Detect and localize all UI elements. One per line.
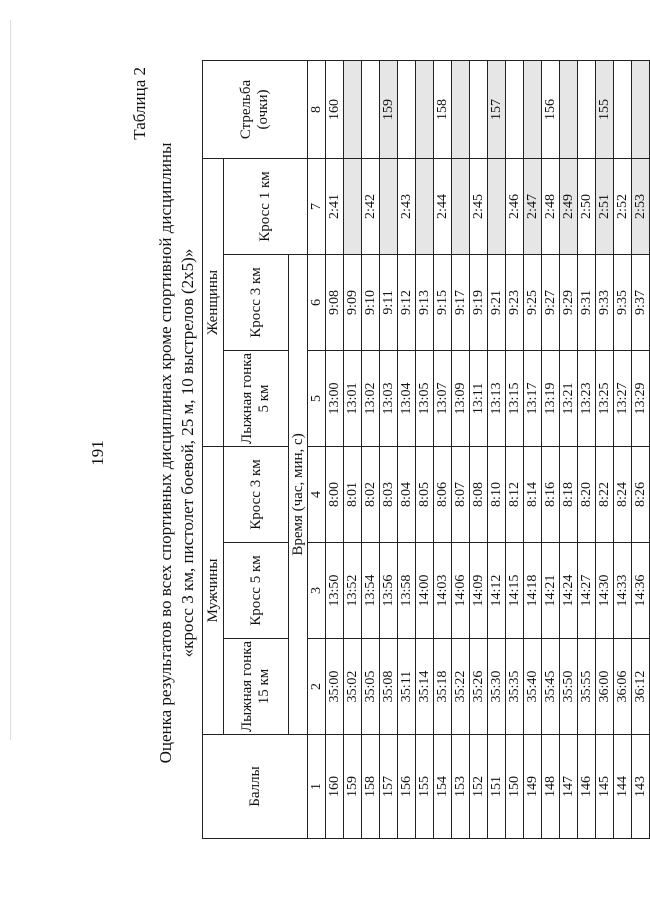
cell-men-ski-15km: 35:50 bbox=[560, 638, 578, 734]
cell-women-ski-5km: 13:05 bbox=[416, 350, 434, 446]
header-time-unit: Время (час, мин, с) bbox=[289, 254, 308, 734]
cell-women-ski-5km: 13:11 bbox=[470, 350, 488, 446]
cell-men-ski-15km: 35:00 bbox=[326, 638, 344, 734]
cell-women-ski-5km: 13:25 bbox=[596, 350, 614, 446]
cell-points: 148 bbox=[542, 734, 560, 838]
cell-women-cross-1km bbox=[488, 158, 506, 254]
cell-women-cross-1km bbox=[416, 158, 434, 254]
scan-edge-line bbox=[10, 20, 11, 740]
cell-women-ski-5km: 13:17 bbox=[524, 350, 542, 446]
header-men-cross-5km: Кросс 5 км bbox=[224, 542, 289, 638]
cell-points: 155 bbox=[416, 734, 434, 838]
column-number: 4 bbox=[308, 446, 326, 542]
cell-women-cross-3km: 9:27 bbox=[542, 254, 560, 350]
cell-women-ski-5km: 13:13 bbox=[488, 350, 506, 446]
cell-women-cross-1km: 2:51 bbox=[596, 158, 614, 254]
cell-men-cross-5km: 14:00 bbox=[416, 542, 434, 638]
header-women-ski-5km: Лыжная гонка 5 км bbox=[224, 350, 289, 446]
cell-men-cross-5km: 14:18 bbox=[524, 542, 542, 638]
cell-shooting: 158 bbox=[434, 60, 452, 158]
cell-women-cross-3km: 9:29 bbox=[560, 254, 578, 350]
table-row bbox=[326, 60, 344, 838]
table-row bbox=[578, 60, 596, 838]
cell-men-cross-3km: 8:00 bbox=[326, 446, 344, 542]
cell-men-cross-3km: 8:12 bbox=[506, 446, 524, 542]
cell-women-cross-3km: 9:31 bbox=[578, 254, 596, 350]
cell-shooting: 159 bbox=[380, 60, 398, 158]
cell-women-cross-1km: 2:46 bbox=[506, 158, 524, 254]
cell-shooting: 157 bbox=[488, 60, 506, 158]
cell-shooting: 156 bbox=[542, 60, 560, 158]
column-number: 2 bbox=[308, 638, 326, 734]
cell-women-cross-1km: 2:50 bbox=[578, 158, 596, 254]
cell-men-ski-15km: 35:30 bbox=[488, 638, 506, 734]
cell-women-cross-1km: 2:52 bbox=[614, 158, 632, 254]
cell-points: 154 bbox=[434, 734, 452, 838]
cell-women-ski-5km: 13:07 bbox=[434, 350, 452, 446]
cell-women-ski-5km: 13:15 bbox=[506, 350, 524, 446]
cell-women-cross-3km: 9:11 bbox=[380, 254, 398, 350]
cell-women-cross-3km: 9:25 bbox=[524, 254, 542, 350]
cell-men-cross-5km: 13:56 bbox=[380, 542, 398, 638]
cell-shooting bbox=[578, 60, 596, 158]
cell-women-cross-3km: 9:21 bbox=[488, 254, 506, 350]
cell-points: 152 bbox=[470, 734, 488, 838]
cell-points: 150 bbox=[506, 734, 524, 838]
cell-men-ski-15km: 35:35 bbox=[506, 638, 524, 734]
table-row bbox=[506, 60, 524, 838]
cell-women-cross-3km: 9:12 bbox=[398, 254, 416, 350]
cell-men-ski-15km: 35:18 bbox=[434, 638, 452, 734]
cell-women-ski-5km: 13:03 bbox=[380, 350, 398, 446]
cell-women-cross-3km: 9:13 bbox=[416, 254, 434, 350]
table-row bbox=[542, 60, 560, 838]
cell-men-cross-5km: 13:54 bbox=[362, 542, 380, 638]
cell-women-cross-3km: 9:10 bbox=[362, 254, 380, 350]
cell-points: 151 bbox=[488, 734, 506, 838]
cell-men-ski-15km: 35:22 bbox=[452, 638, 470, 734]
cell-shooting bbox=[470, 60, 488, 158]
header-women: Женщины bbox=[203, 158, 224, 446]
cell-women-cross-1km: 2:45 bbox=[470, 158, 488, 254]
cell-men-ski-15km: 36:06 bbox=[614, 638, 632, 734]
cell-men-ski-15km: 35:14 bbox=[416, 638, 434, 734]
cell-men-cross-3km: 8:05 bbox=[416, 446, 434, 542]
page-number: 191 bbox=[88, 439, 107, 466]
cell-women-ski-5km: 13:29 bbox=[632, 350, 650, 446]
table-row bbox=[524, 60, 542, 838]
cell-women-cross-1km: 2:48 bbox=[542, 158, 560, 254]
column-number: 5 bbox=[308, 350, 326, 446]
header-men: Мужчины bbox=[203, 446, 224, 734]
cell-shooting bbox=[506, 60, 524, 158]
header-women-cross-1km: Кросс 1 км bbox=[224, 158, 308, 254]
cell-men-cross-3km: 8:10 bbox=[488, 446, 506, 542]
cell-men-cross-5km: 14:12 bbox=[488, 542, 506, 638]
table-row bbox=[398, 60, 416, 838]
column-number: 6 bbox=[308, 254, 326, 350]
cell-women-cross-1km: 2:42 bbox=[362, 158, 380, 254]
cell-men-ski-15km: 35:11 bbox=[398, 638, 416, 734]
table-row bbox=[362, 60, 380, 838]
cell-points: 144 bbox=[614, 734, 632, 838]
cell-points: 156 bbox=[398, 734, 416, 838]
cell-men-cross-5km: 14:21 bbox=[542, 542, 560, 638]
table-row bbox=[614, 60, 632, 838]
cell-women-ski-5km: 13:21 bbox=[560, 350, 578, 446]
cell-points: 153 bbox=[452, 734, 470, 838]
cell-women-ski-5km: 13:02 bbox=[362, 350, 380, 446]
cell-men-ski-15km: 35:02 bbox=[344, 638, 362, 734]
table-row bbox=[452, 60, 470, 838]
cell-women-cross-3km: 9:08 bbox=[326, 254, 344, 350]
results-body bbox=[326, 60, 650, 838]
cell-women-ski-5km: 13:01 bbox=[344, 350, 362, 446]
cell-men-cross-5km: 13:52 bbox=[344, 542, 362, 638]
cell-men-cross-3km: 8:14 bbox=[524, 446, 542, 542]
cell-points: 145 bbox=[596, 734, 614, 838]
cell-points: 147 bbox=[560, 734, 578, 838]
cell-men-cross-3km: 8:18 bbox=[560, 446, 578, 542]
cell-points: 159 bbox=[344, 734, 362, 838]
cell-men-cross-5km: 14:03 bbox=[434, 542, 452, 638]
cell-men-cross-5km: 14:27 bbox=[578, 542, 596, 638]
cell-points: 160 bbox=[326, 734, 344, 838]
cell-men-ski-15km: 35:05 bbox=[362, 638, 380, 734]
cell-shooting bbox=[452, 60, 470, 158]
table-row bbox=[380, 60, 398, 838]
cell-men-cross-3km: 8:06 bbox=[434, 446, 452, 542]
cell-men-cross-5km: 14:06 bbox=[452, 542, 470, 638]
header-women-cross-3km: Кросс 3 км bbox=[224, 254, 289, 350]
header-points: Баллы bbox=[203, 734, 308, 838]
table-row bbox=[596, 60, 614, 838]
cell-women-ski-5km: 13:27 bbox=[614, 350, 632, 446]
cell-men-cross-5km: 14:36 bbox=[632, 542, 650, 638]
cell-women-cross-3km: 9:15 bbox=[434, 254, 452, 350]
cell-shooting: 160 bbox=[326, 60, 344, 158]
table-row bbox=[488, 60, 506, 838]
cell-women-ski-5km: 13:09 bbox=[452, 350, 470, 446]
cell-women-cross-1km: 2:49 bbox=[560, 158, 578, 254]
table-row bbox=[560, 60, 578, 838]
cell-women-cross-3km: 9:19 bbox=[470, 254, 488, 350]
cell-men-cross-3km: 8:02 bbox=[362, 446, 380, 542]
cell-women-ski-5km: 13:23 bbox=[578, 350, 596, 446]
cell-women-cross-1km: 2:44 bbox=[434, 158, 452, 254]
table-row bbox=[434, 60, 452, 838]
cell-men-ski-15km: 35:45 bbox=[542, 638, 560, 734]
cell-shooting bbox=[614, 60, 632, 158]
cell-shooting bbox=[398, 60, 416, 158]
cell-shooting bbox=[560, 60, 578, 158]
cell-men-cross-3km: 8:03 bbox=[380, 446, 398, 542]
cell-women-cross-1km: 2:41 bbox=[326, 158, 344, 254]
cell-shooting bbox=[362, 60, 380, 158]
column-number: 8 bbox=[308, 60, 326, 158]
cell-men-cross-3km: 8:24 bbox=[614, 446, 632, 542]
cell-women-cross-1km bbox=[380, 158, 398, 254]
column-number: 1 bbox=[308, 734, 326, 838]
cell-men-ski-15km: 36:12 bbox=[632, 638, 650, 734]
cell-men-cross-3km: 8:07 bbox=[452, 446, 470, 542]
cell-men-cross-5km: 14:15 bbox=[506, 542, 524, 638]
column-number: 7 bbox=[308, 158, 326, 254]
cell-men-ski-15km: 35:26 bbox=[470, 638, 488, 734]
cell-shooting bbox=[632, 60, 650, 158]
cell-shooting bbox=[416, 60, 434, 158]
header-men-cross-3km: Кросс 3 км bbox=[224, 446, 289, 542]
cell-women-cross-1km bbox=[452, 158, 470, 254]
table-title-line-2: «кросс 3 км, пистолет боевой, 25 м, 10 выстрелов (2х5)» bbox=[178, 248, 197, 657]
table-row bbox=[470, 60, 488, 838]
column-number: 3 bbox=[308, 542, 326, 638]
cell-men-cross-3km: 8:04 bbox=[398, 446, 416, 542]
cell-women-cross-3km: 9:17 bbox=[452, 254, 470, 350]
cell-men-ski-15km: 35:40 bbox=[524, 638, 542, 734]
table-row bbox=[344, 60, 362, 838]
header-men-ski-15km: Лыжная гонка 15 км bbox=[224, 638, 289, 734]
cell-women-ski-5km: 13:00 bbox=[326, 350, 344, 446]
header-shooting: Стрельба (очки) bbox=[203, 60, 308, 158]
cell-shooting bbox=[344, 60, 362, 158]
cell-men-cross-5km: 13:50 bbox=[326, 542, 344, 638]
cell-women-cross-3km: 9:23 bbox=[506, 254, 524, 350]
cell-points: 158 bbox=[362, 734, 380, 838]
cell-shooting: 155 bbox=[596, 60, 614, 158]
cell-men-cross-5km: 14:33 bbox=[614, 542, 632, 638]
rotated-content bbox=[70, 33, 648, 873]
cell-men-cross-3km: 8:26 bbox=[632, 446, 650, 542]
cell-women-cross-1km: 2:47 bbox=[524, 158, 542, 254]
table-row bbox=[632, 60, 650, 838]
cell-men-cross-3km: 8:22 bbox=[596, 446, 614, 542]
cell-women-cross-1km: 2:43 bbox=[398, 158, 416, 254]
cell-men-ski-15km: 36:00 bbox=[596, 638, 614, 734]
cell-women-cross-3km: 9:09 bbox=[344, 254, 362, 350]
cell-women-ski-5km: 13:19 bbox=[542, 350, 560, 446]
cell-women-cross-3km: 9:35 bbox=[614, 254, 632, 350]
cell-shooting bbox=[524, 60, 542, 158]
results-table bbox=[202, 59, 650, 838]
cell-men-cross-3km: 8:08 bbox=[470, 446, 488, 542]
cell-men-ski-15km: 35:08 bbox=[380, 638, 398, 734]
table-row bbox=[416, 60, 434, 838]
cell-women-cross-1km bbox=[344, 158, 362, 254]
cell-men-cross-3km: 8:16 bbox=[542, 446, 560, 542]
cell-women-cross-1km: 2:53 bbox=[632, 158, 650, 254]
table-label: Таблица 2 bbox=[130, 66, 149, 140]
cell-men-cross-3km: 8:20 bbox=[578, 446, 596, 542]
cell-men-cross-3km: 8:01 bbox=[344, 446, 362, 542]
cell-women-cross-3km: 9:37 bbox=[632, 254, 650, 350]
cell-points: 146 bbox=[578, 734, 596, 838]
cell-points: 149 bbox=[524, 734, 542, 838]
cell-women-ski-5km: 13:04 bbox=[398, 350, 416, 446]
cell-points: 143 bbox=[632, 734, 650, 838]
cell-women-cross-3km: 9:33 bbox=[596, 254, 614, 350]
cell-men-cross-5km: 13:58 bbox=[398, 542, 416, 638]
cell-men-cross-5km: 14:24 bbox=[560, 542, 578, 638]
table-title-line-1: Оценка результатов во всех спортивных дисциплинах кроме спортивной дисциплины bbox=[156, 142, 175, 763]
cell-points: 157 bbox=[380, 734, 398, 838]
cell-men-cross-5km: 14:30 bbox=[596, 542, 614, 638]
cell-men-ski-15km: 35:55 bbox=[578, 638, 596, 734]
cell-men-cross-5km: 14:09 bbox=[470, 542, 488, 638]
